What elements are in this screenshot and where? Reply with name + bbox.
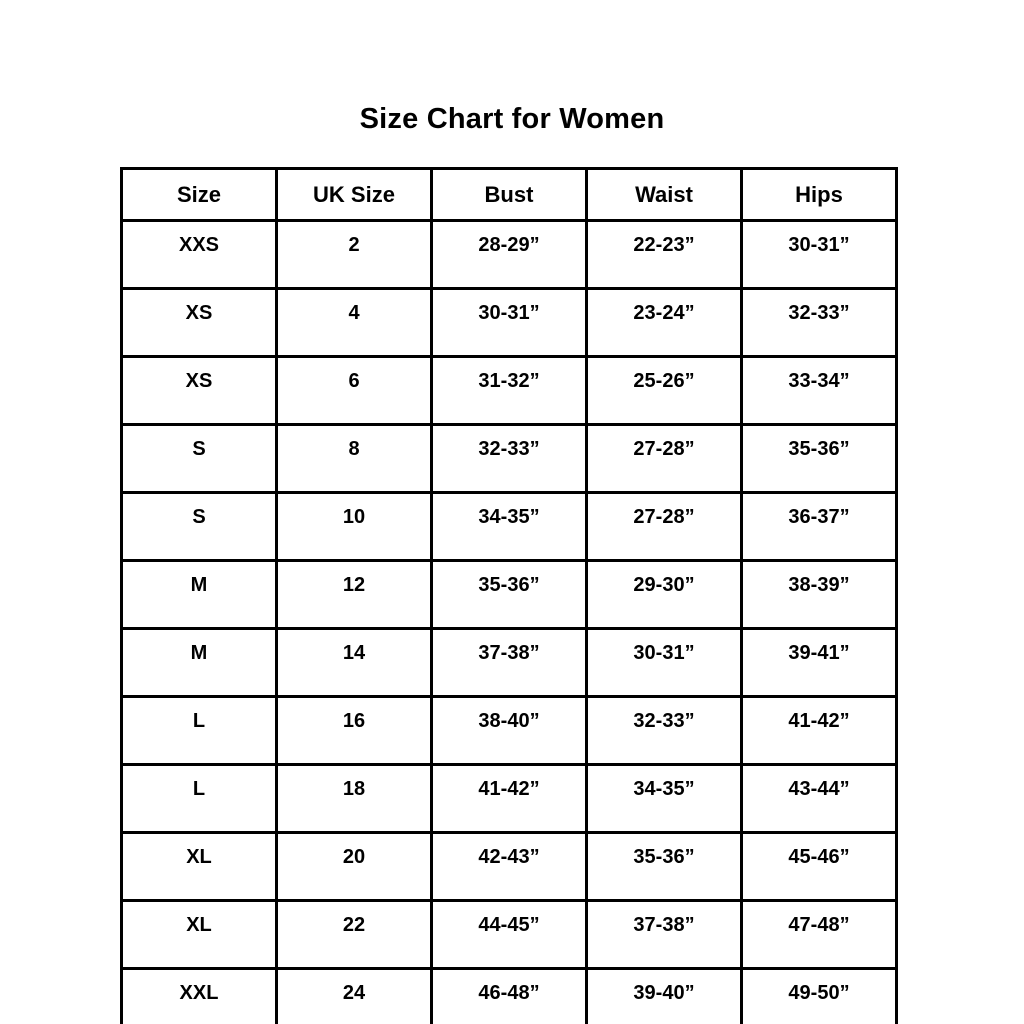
table-cell: L (122, 765, 277, 833)
table-cell: L (122, 697, 277, 765)
table-body (122, 221, 897, 1024)
table-cell: 34-35” (432, 493, 587, 561)
table-cell: 27-28” (587, 425, 742, 493)
table-cell: 49-50” (742, 969, 897, 1024)
table-row (122, 221, 897, 289)
column-header-uk-size: UK Size (277, 169, 432, 221)
table-row (122, 697, 897, 765)
table-cell: M (122, 561, 277, 629)
table-cell: XL (122, 833, 277, 901)
table-cell: 16 (277, 697, 432, 765)
page-title: Size Chart for Women (359, 103, 665, 135)
table-row (122, 833, 897, 901)
table-cell: 41-42” (742, 697, 897, 765)
column-header-size: Size (122, 169, 277, 221)
table-cell: 24 (277, 969, 432, 1024)
table-cell: 45-46” (742, 833, 897, 901)
table-header (122, 169, 897, 221)
table-cell: S (122, 493, 277, 561)
table-cell: 38-39” (742, 561, 897, 629)
size-chart-table (120, 167, 898, 1024)
table-cell: 20 (277, 833, 432, 901)
table-cell: M (122, 629, 277, 697)
table-cell: 27-28” (587, 493, 742, 561)
table-cell: 36-37” (742, 493, 897, 561)
table-cell: 18 (277, 765, 432, 833)
table-cell: 22-23” (587, 221, 742, 289)
table-cell: 14 (277, 629, 432, 697)
table-cell: 2 (277, 221, 432, 289)
table-cell: XXL (122, 969, 277, 1024)
table-cell: 33-34” (742, 357, 897, 425)
table-cell: 30-31” (587, 629, 742, 697)
table-cell: 4 (277, 289, 432, 357)
table-cell: 6 (277, 357, 432, 425)
table-cell: 37-38” (432, 629, 587, 697)
column-header-waist: Waist (587, 169, 742, 221)
table-cell: 44-45” (432, 901, 587, 969)
column-header-hips: Hips (742, 169, 897, 221)
table-row (122, 629, 897, 697)
table-row (122, 969, 897, 1024)
table-cell: 47-48” (742, 901, 897, 969)
table-row (122, 425, 897, 493)
table-row (122, 561, 897, 629)
table-cell: 22 (277, 901, 432, 969)
table-row (122, 289, 897, 357)
table-cell: 8 (277, 425, 432, 493)
table-row (122, 765, 897, 833)
table-cell: 35-36” (742, 425, 897, 493)
table-cell: 30-31” (432, 289, 587, 357)
table-row (122, 493, 897, 561)
table-cell: 12 (277, 561, 432, 629)
table-cell: 29-30” (587, 561, 742, 629)
table-header-row (122, 169, 897, 221)
table-row (122, 357, 897, 425)
table-cell: 41-42” (432, 765, 587, 833)
table-cell: 30-31” (742, 221, 897, 289)
table-cell: XS (122, 357, 277, 425)
table-cell: XXS (122, 221, 277, 289)
table-cell: 43-44” (742, 765, 897, 833)
table-cell: XS (122, 289, 277, 357)
column-header-bust: Bust (432, 169, 587, 221)
table-cell: XL (122, 901, 277, 969)
table-cell: 34-35” (587, 765, 742, 833)
table-cell: 32-33” (432, 425, 587, 493)
table-cell: 46-48” (432, 969, 587, 1024)
table-cell: 23-24” (587, 289, 742, 357)
table-cell: 25-26” (587, 357, 742, 425)
table-cell: 39-40” (587, 969, 742, 1024)
table-cell: 31-32” (432, 357, 587, 425)
table-cell: 42-43” (432, 833, 587, 901)
table-cell: 38-40” (432, 697, 587, 765)
table-row (122, 901, 897, 969)
table-cell: 32-33” (742, 289, 897, 357)
table-cell: S (122, 425, 277, 493)
table-cell: 28-29” (432, 221, 587, 289)
table-cell: 32-33” (587, 697, 742, 765)
table-cell: 35-36” (432, 561, 587, 629)
table-cell: 35-36” (587, 833, 742, 901)
table-cell: 37-38” (587, 901, 742, 969)
table-cell: 39-41” (742, 629, 897, 697)
table-cell: 10 (277, 493, 432, 561)
